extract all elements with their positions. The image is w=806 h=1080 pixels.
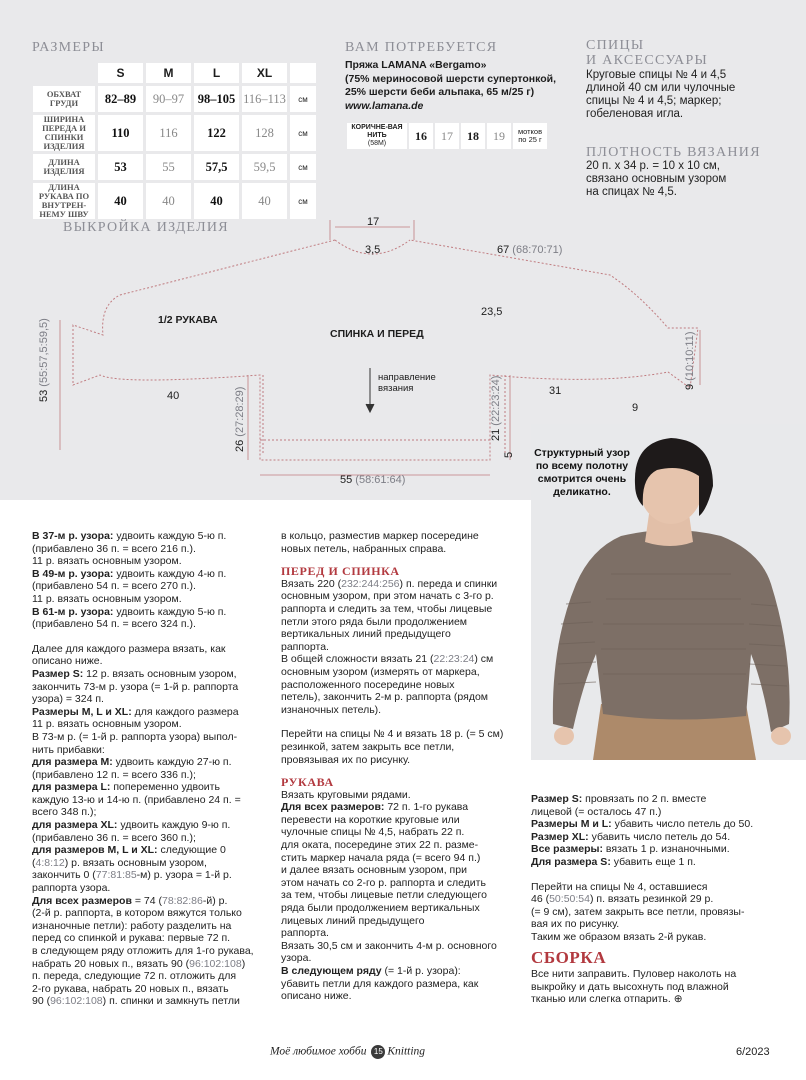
instruction-text: Вязать круговыми рядами.: [281, 788, 411, 801]
section-heading: ПЕРЕД И СПИНКА: [281, 564, 400, 579]
size-value: 40: [194, 183, 239, 219]
instruction-line: [531, 831, 781, 844]
instruction-line: [32, 593, 270, 606]
yarn-amount: 17: [435, 123, 459, 149]
size-header: L: [194, 63, 239, 83]
instruction-line: [281, 940, 521, 953]
instruction-text: 77:81:85: [95, 869, 137, 882]
instruction-line: [32, 945, 270, 958]
size-value: 116–113: [242, 86, 287, 112]
instruction-text: Размер S:: [531, 793, 583, 805]
size-value: 53: [98, 154, 143, 180]
instruction-line: [32, 970, 270, 983]
dim-body-upper: 21 (22:23:24): [490, 375, 502, 441]
instruction-text: нить прибавки:: [32, 743, 105, 756]
dim-cuff-width: 9 (10:10:11): [684, 331, 696, 390]
instruction-text: В 37-м р. узора:: [32, 530, 114, 542]
size-row-label: ДЛИНА РУКАВА ПО ВНУТРЕН-НЕМУ ШВУ: [33, 183, 95, 219]
section-heading: СБОРКА: [531, 947, 607, 967]
yarn-line: Пряжа LAMANA «Bergamo»: [345, 59, 487, 71]
instruction-line: [32, 744, 270, 757]
instruction-line: [281, 679, 521, 692]
instruction-line: [32, 869, 270, 882]
size-row-label: ОБХВАТ ГРУДИ: [33, 86, 95, 112]
instruction-line: [531, 993, 781, 1006]
instruction-text: 90 (: [32, 995, 51, 1008]
yarn-description: [345, 59, 563, 113]
size-unit: см: [290, 154, 316, 180]
size-value: 82–89: [98, 86, 143, 112]
instruction-line: [531, 893, 781, 906]
instruction-text: для размера M:: [32, 756, 113, 769]
instruction-text: ): [241, 957, 246, 970]
instruction-line: [281, 889, 521, 902]
sizes-title: РАЗМЕРЫ: [32, 40, 105, 55]
instruction-text: описано ниже.: [32, 655, 103, 668]
instruction-line: [281, 952, 521, 965]
instruction-text: расположенного посередине новых: [281, 678, 455, 691]
instruction-line: [32, 718, 270, 731]
instruction-line: [281, 543, 521, 556]
instruction-text: 72 п. 1-го рукава: [384, 801, 469, 814]
instruction-text: закончить 73-м р. узора (= 1-й р. раппорта: [32, 680, 239, 693]
instruction-line: [281, 530, 521, 543]
instruction-line: [32, 606, 270, 619]
magazine-footer: [270, 1045, 425, 1059]
dim-raglan: 67 (68:70:71): [497, 244, 563, 256]
instruction-text: Все нити заправить. Пуловер наколоть на: [531, 968, 737, 981]
instruction-line: [32, 530, 270, 543]
instructions-column-1: [32, 530, 270, 1008]
instruction-text: выкройку и дать высохнуть под влажной: [531, 980, 729, 993]
instruction-text: для размера L:: [32, 781, 111, 794]
instruction-text: (прибавлено 36 п. = всего 216 п.).: [32, 542, 196, 555]
instruction-line: [281, 628, 521, 641]
instruction-line: [531, 856, 781, 869]
instruction-line: [281, 653, 521, 666]
instruction-text: 50:50:54: [549, 893, 590, 906]
instruction-text: попеременно удвоить: [110, 781, 220, 794]
instruction-text: Для всех размеров: [32, 894, 132, 907]
pattern-body-label: СПИНКА И ПЕРЕД: [330, 328, 424, 340]
instruction-text: удвоить каждую 5-ю п.: [113, 605, 227, 618]
instruction-text: удвоить каждую 9-ю п.: [117, 819, 231, 832]
yarn-amount: 16: [409, 123, 433, 149]
issue-number: 6/2023: [736, 1046, 770, 1058]
instruction-text: удвоить каждую 27-ю п.: [112, 756, 232, 769]
instruction-line: [281, 864, 521, 877]
instruction-line: [32, 932, 270, 945]
instruction-text: 12 р. вязать основным узором,: [83, 667, 237, 680]
instruction-text: (прибавлено 54 п. = всего 270 п.).: [32, 580, 196, 593]
instruction-text: Размеры M, L и XL:: [32, 705, 132, 718]
instruction-line: [531, 968, 781, 981]
instruction-line: [531, 818, 781, 831]
instruction-text: чулочные спицы № 4,5, набрать 22 п.: [281, 826, 465, 839]
page-number: 15: [371, 1045, 385, 1059]
instruction-line: [281, 801, 521, 814]
instruction-line: [32, 895, 270, 908]
instruction-text: для оката, посередине этих 22 п. разме-: [281, 839, 479, 852]
size-value: 128: [242, 115, 287, 151]
dim-sleeve-top: 31: [549, 385, 562, 397]
size-unit: см: [290, 86, 316, 112]
instruction-line: [531, 981, 781, 994]
instruction-text: 2-го рукава, набрать 20 новых п., вязать: [32, 982, 229, 995]
instruction-text: вая их по рисунку.: [531, 918, 620, 931]
instruction-text: вязать 1 р. изнаночными.: [603, 843, 730, 856]
instruction-line: [32, 819, 270, 832]
instruction-line: [32, 806, 270, 819]
instruction-text: лицевых линий предыдущего: [281, 914, 425, 927]
instruction-line: [32, 769, 270, 782]
instruction-text: В 73-м р. (= 1-й р. раппорта узора) выпол-: [32, 730, 238, 743]
instruction-line: [32, 568, 270, 581]
instruction-text: всего 348 п.);: [32, 806, 97, 819]
instruction-line: [32, 693, 270, 706]
instruction-text: Все размеры:: [531, 843, 604, 856]
pattern-title: ВЫКРОЙКА ИЗДЕЛИЯ: [63, 220, 229, 235]
instruction-line: [281, 978, 521, 991]
instruction-line: [531, 931, 781, 944]
instruction-text: раппорта.: [281, 927, 329, 940]
instruction-text: удвоить каждую 5-ю п.: [113, 530, 227, 542]
size-value: 110: [98, 115, 143, 151]
dim-neck-depth: 3,5: [365, 244, 381, 256]
instruction-line: [32, 958, 270, 971]
instruction-text: Размер S:: [32, 667, 84, 680]
instruction-text: В 49-м р. узора:: [32, 567, 114, 580]
size-value: 57,5: [194, 154, 239, 180]
instruction-line: [281, 877, 521, 890]
dim-neck-width: 17: [367, 216, 380, 228]
instruction-text: основным узором, при этом начать с 3-го р.: [281, 590, 494, 603]
instruction-line: [281, 990, 521, 1003]
instruction-text: Вязать 220 (: [281, 577, 342, 590]
instruction-text: 11 р. вязать основным узором.: [32, 555, 182, 568]
instruction-text: резинкой, затем закрыть все петли,: [281, 740, 455, 753]
instruction-text: основным узором (измерять от маркера,: [281, 665, 480, 678]
instruction-text: ) см: [474, 653, 494, 666]
size-row-label: ШИРИНА ПЕРЕДА И СПИНКИ ИЗДЕЛИЯ: [33, 115, 95, 151]
instruction-text: (прибавлено 36 п. = всего 360 п.);: [32, 831, 196, 844]
size-value: 40: [146, 183, 191, 219]
instruction-text: раппорта.: [281, 640, 329, 653]
instruction-text: В следующем ряду: [281, 965, 382, 977]
instruction-line: [281, 616, 521, 629]
instruction-text: 22:23:24: [433, 653, 475, 666]
instruction-text: убавить число петель до 54.: [588, 830, 731, 843]
instruction-text: ) п. вязать резинкой 29 р.: [589, 893, 714, 906]
instruction-line: [281, 691, 521, 704]
magazine-subtitle: Knitting: [387, 1045, 426, 1058]
instruction-line: [32, 995, 270, 1008]
size-value: 59,5: [242, 154, 287, 180]
instruction-line: [281, 826, 521, 839]
density-text: 20 п. х 34 р. = 10 х 10 см, связано основным узором на спицах № 4,5.: [586, 160, 727, 198]
instruction-line: [531, 918, 781, 931]
instruction-line: [281, 965, 521, 978]
instruction-text: (2-й р. раппорта, в котором вяжутся только: [32, 907, 242, 920]
section-heading: РУКАВА: [281, 775, 334, 790]
instruction-text: петель), закончить 2-м р. раппорта (рядом: [281, 691, 489, 704]
instruction-text: 46 (: [531, 893, 550, 906]
instruction-text: стить маркер начала ряда (= всего 94 п.): [281, 851, 481, 864]
instruction-line: [531, 906, 781, 919]
instruction-line: [531, 793, 781, 806]
instruction-line: [32, 983, 270, 996]
instruction-text: удвоить каждую 4-ю п.: [113, 567, 227, 580]
tools-text: Круговые спицы № 4 и 4,5 длиной 40 см или чулочные спицы № 4 и 4,5; маркер; гобеленовая игла.: [586, 69, 736, 120]
instruction-text: Таким же образом вязать 2-й рукав.: [531, 930, 707, 943]
instruction-text: провязать по 2 п. вместе: [582, 793, 707, 805]
instruction-line: [32, 655, 270, 668]
instruction-text: для каждого размера: [131, 705, 239, 718]
instruction-text: и далее вязать основным узором, при: [281, 864, 467, 877]
dim-rib: 5: [503, 451, 515, 458]
instruction-text: Размеры M и L:: [531, 818, 612, 831]
instruction-text: Вязать 30,5 см и закончить 4-м р. основного: [281, 939, 497, 952]
instruction-line: [32, 832, 270, 845]
instruction-text: -м) р. узора = 1-й р.: [136, 869, 232, 882]
instruction-text: = 74 (: [131, 894, 162, 907]
yarn-amount-unit: мотков по 25 г: [513, 123, 547, 149]
instruction-text: для размера XL:: [32, 819, 118, 832]
instruction-line: [32, 543, 270, 556]
instruction-text: Для размера S:: [531, 855, 611, 868]
instruction-text: Далее для каждого размера вязать, как: [32, 642, 226, 655]
instruction-text: 96:102:108: [189, 957, 242, 970]
dim-total-length: 53 (55:57,5:59,5): [38, 318, 50, 402]
instruction-text: перед со спинкой и рукава: первые 72 п.: [32, 932, 231, 945]
yarn-amount: 18: [461, 123, 485, 149]
instruction-text: закончить 0 (: [32, 869, 96, 882]
instruction-text: петли этого ряда были продолжением: [281, 615, 468, 628]
instruction-text: 11 р. вязать основным узором.: [32, 592, 182, 605]
instruction-line: [281, 754, 521, 767]
instruction-text: убавить число петель до 50.: [611, 818, 754, 831]
instruction-text: (прибавлено 12 п. = всего 336 п.);: [32, 768, 196, 781]
yarn-amount: 19: [487, 123, 511, 149]
instruction-text: 4:8:12: [35, 856, 65, 869]
instruction-line: [32, 706, 270, 719]
instruction-line: [531, 806, 781, 819]
instruction-text: следующие 0: [157, 844, 226, 857]
instruction-line: [32, 794, 270, 807]
instruction-line: [32, 681, 270, 694]
instruction-line: [281, 741, 521, 754]
instruction-line: [281, 852, 521, 865]
instruction-line: [281, 902, 521, 915]
instruction-text: (= 9 см), затем закрыть все петли, провязы-: [531, 905, 745, 918]
instruction-line: [32, 618, 270, 631]
size-value: 98–105: [194, 86, 239, 112]
yarn-line: (75% мериносовой шерсти супертонкой,: [345, 72, 557, 85]
instruction-line: [32, 643, 270, 656]
instructions-column-3: [531, 793, 781, 1006]
instruction-text: (: [32, 856, 36, 869]
instructions-column-2: [281, 530, 521, 1003]
instruction-line: [32, 756, 270, 769]
instruction-text: п. переда, следующие 72 п. отложить для: [32, 970, 237, 983]
instruction-line: [32, 920, 270, 933]
instruction-text: описано ниже.: [281, 990, 352, 1003]
photo-caption: Структурный узор по всему полотну смотрится очень деликатно.: [534, 447, 630, 498]
instruction-text: ) р. вязать основным узором,: [64, 856, 207, 869]
instruction-text: 78:82:86: [161, 894, 203, 907]
instruction-text: каждую 13-ю и 14-ю п. (прибавлено 24 п. =: [32, 793, 241, 806]
instruction-text: раппорта и следить за тем, чтобы лицевые: [281, 602, 493, 615]
instruction-text: вертикальных линий предыдущего: [281, 628, 451, 641]
instruction-text: тканью или слегка отпарить. ⊕: [531, 993, 683, 1006]
size-header: XL: [242, 63, 287, 83]
knitting-direction-label: направление вязания: [378, 372, 436, 394]
size-value: 116: [146, 115, 191, 151]
instruction-line: [281, 641, 521, 654]
size-row-label: ДЛИНА ИЗДЕЛИЯ: [33, 154, 95, 180]
instruction-line: [531, 881, 781, 894]
pattern-sleeve-label: 1/2 РУКАВА: [158, 314, 218, 326]
instruction-text: перевести на короткие круговые или: [281, 813, 460, 826]
yarn-website: www.lamana.de: [345, 99, 424, 112]
yarn-amount-table: [345, 121, 549, 151]
instruction-text: узора) = 324 п.: [32, 693, 104, 706]
dim-sleeve-length: 40: [167, 390, 180, 402]
instruction-line: [281, 666, 521, 679]
instruction-line: [32, 907, 270, 920]
instruction-text: В общей сложности вязать 21 (: [281, 653, 434, 666]
size-unit: см: [290, 183, 316, 219]
instruction-line: [281, 728, 521, 741]
instruction-line: [32, 668, 270, 681]
instruction-text: -й) р.: [202, 894, 228, 907]
sizes-table: [30, 60, 319, 222]
instruction-text: изнаночные петли): работу разделить на: [32, 919, 232, 932]
instruction-line: [281, 578, 521, 591]
instruction-text: этом начать со 2-го р. раппорта и следить: [281, 876, 486, 889]
instruction-text: Для всех размеров:: [281, 801, 385, 814]
instruction-text: изнаночных петель).: [281, 703, 382, 716]
magazine-name: Моё любимое хобби: [270, 1045, 367, 1058]
size-value: 40: [242, 183, 287, 219]
instruction-line: [32, 882, 270, 895]
size-value: 40: [98, 183, 143, 219]
tools-title: СПИЦЫ И АКСЕССУАРЫ: [586, 38, 709, 68]
instruction-text: в следующем ряду отложить для 1-го рукава,: [32, 945, 254, 957]
instruction-text: 11 р. вязать основным узором.: [32, 718, 182, 731]
instruction-text: в кольцо, разместив маркер посередине: [281, 530, 479, 542]
yarn-color-label: КОРИЧНЕ-ВАЯ НИТЬ (58M): [347, 123, 407, 149]
size-unit: см: [290, 115, 316, 151]
instruction-text: ) п. переда и спинки: [399, 577, 498, 590]
instruction-text: набрать 20 новых п., вязать 90 (: [32, 957, 190, 970]
instruction-text: убавить еще 1 п.: [610, 855, 696, 868]
dim-shoulder: 23,5: [481, 306, 503, 318]
instruction-text: ) п. спинки и замкнуть петли: [102, 995, 240, 1008]
dim-body-width: 55 (58:61:64): [340, 474, 406, 486]
instruction-line: [32, 580, 270, 593]
instruction-text: Перейти на спицы № 4 и вязать 18 р. (= 5 см): [281, 728, 504, 741]
instruction-line: [281, 789, 521, 802]
instruction-line: [32, 731, 270, 744]
instruction-text: убавить петли для каждого размера, как: [281, 977, 479, 990]
size-value: 122: [194, 115, 239, 151]
instruction-line: [531, 843, 781, 856]
instruction-line: [32, 857, 270, 870]
instruction-line: [32, 844, 270, 857]
instruction-text: для размеров M, L и XL:: [32, 844, 158, 857]
instruction-text: (прибавлено 54 п. = всего 324 п.).: [32, 618, 196, 631]
instruction-text: новых петель, набранных справа.: [281, 542, 447, 555]
instruction-text: (= 1-й р. узора):: [381, 965, 461, 977]
dim-cuff-length: 9: [632, 402, 639, 414]
instruction-text: за тем, чтобы лицевые петли следующего: [281, 889, 487, 902]
need-title: ВАМ ПОТРЕБУЕТСЯ: [345, 40, 498, 55]
instruction-text: узора.: [281, 952, 312, 965]
size-value: 90–97: [146, 86, 191, 112]
instruction-line: [281, 814, 521, 827]
instruction-text: Перейти на спицы № 4, оставшиеся: [531, 880, 708, 893]
instruction-line: [281, 915, 521, 928]
instruction-line: [281, 603, 521, 616]
instruction-line: [32, 555, 270, 568]
instruction-text: ряда были продолжением вертикальных: [281, 902, 480, 915]
instruction-line: [281, 590, 521, 603]
instruction-text: В 61-м р. узора:: [32, 605, 114, 618]
instruction-text: 232:244:256: [341, 577, 400, 590]
size-header: M: [146, 63, 191, 83]
size-header: S: [98, 63, 143, 83]
instruction-line: [281, 927, 521, 940]
dim-body-length: 26 (27:28:29): [234, 386, 246, 452]
instruction-line: [281, 704, 521, 717]
density-title: ПЛОТНОСТЬ ВЯЗАНИЯ: [586, 145, 761, 160]
instruction-text: провязывая их по рисунку.: [281, 753, 411, 766]
instruction-text: лицевой (= осталось 47 п.): [531, 805, 662, 818]
instruction-text: Размер XL:: [531, 830, 589, 843]
instruction-text: раппорта узора.: [32, 882, 111, 895]
instruction-line: [32, 781, 270, 794]
size-value: 55: [146, 154, 191, 180]
instruction-text: 96:102:108: [50, 995, 103, 1008]
instruction-line: [281, 839, 521, 852]
yarn-line: 25% шерсти беби альпака, 65 м/25 г): [345, 86, 535, 98]
